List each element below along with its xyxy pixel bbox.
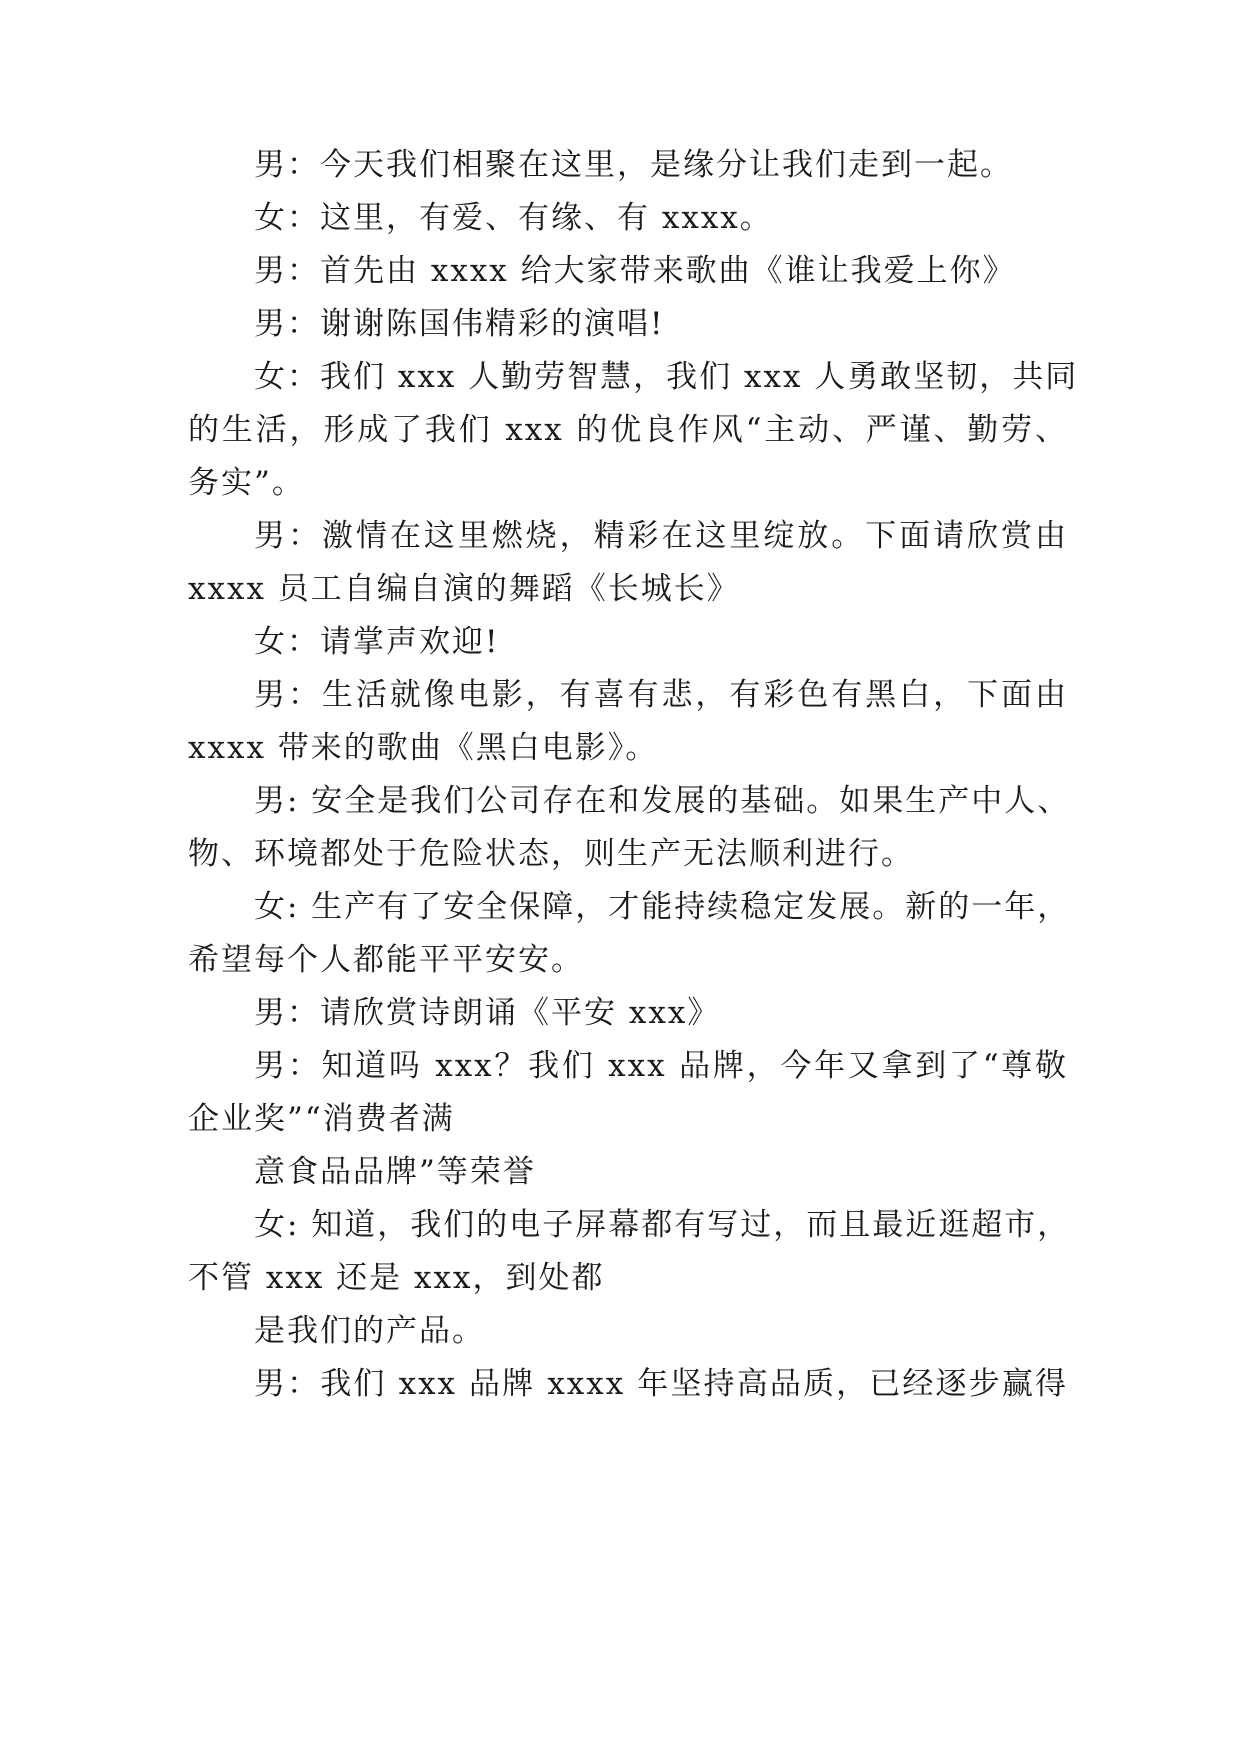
text-line: 意食品品牌”等荣誉 — [254, 1154, 536, 1190]
text-line: 女：这里，有爱、有缘、有 xxxx。 — [254, 200, 773, 236]
text-line: 男：谢谢陈国伟精彩的演唱! — [254, 306, 665, 342]
text-line: 女：请掌声欢迎! — [254, 624, 500, 660]
text-line: xxxx 员工自编自演的舞蹈《长城长》 — [188, 571, 740, 607]
text-line: 务实”。 — [188, 465, 305, 501]
text-line: 男：生活就像电影，有喜有悲，有彩色有黑白，下面由 — [254, 677, 1068, 713]
text-line: 男：我们 xxx 品牌 xxxx 年坚持高品质，已经逐步赢得 — [254, 1366, 1068, 1402]
text-line: 男：知道吗 xxx？我们 xxx 品牌，今年又拿到了“尊敬 — [254, 1048, 1068, 1084]
text-line: 是我们的产品。 — [254, 1313, 485, 1349]
text-line: 男：今天我们相聚在这里，是缘分让我们走到一起。 — [254, 147, 1013, 183]
text-line: 希望每个人都能平平安安。 — [188, 942, 584, 978]
text-line: 的生活，形成了我们 xxx 的优良作风“主动、严谨、勤劳、 — [188, 412, 1068, 448]
text-line: xxxx 带来的歌曲《黑白电影》。 — [188, 730, 659, 766]
text-line: 女: 生产有了安全保障，才能持续稳定发展。新的一年， — [254, 889, 1071, 925]
text-line: 男: 安全是我们公司存在和发展的基础。如果生产中人、 — [254, 783, 1071, 819]
text-line: 男：激情在这里燃烧，精彩在这里绽放。下面请欣赏由 — [254, 518, 1068, 554]
text-line: 物、环境都处于危险状态，则生产无法顺利进行。 — [188, 836, 914, 872]
text-line: 不管 xxx 还是 xxx，到处都 — [188, 1260, 605, 1296]
text-line: 男：请欣赏诗朗诵《平安 xxx》 — [254, 995, 721, 1031]
text-line: 企业奖”“消费者满 — [188, 1101, 455, 1137]
text-line: 女: 知道，我们的电子屏幕都有写过，而且最近逛超市， — [254, 1207, 1071, 1243]
text-line: 男：首先由 xxxx 给大家带来歌曲《谁让我爱上你》 — [254, 253, 1016, 289]
text-line: 女：我们 xxx 人勤劳智慧，我们 xxx 人勇敢坚韧，共同 — [254, 359, 1079, 395]
